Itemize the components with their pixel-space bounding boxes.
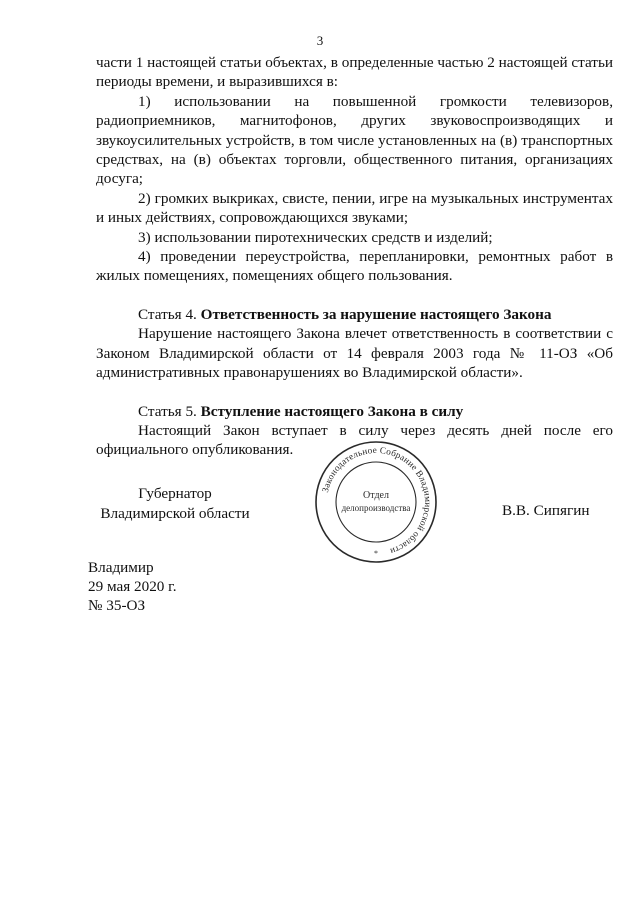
page-number: 3: [316, 33, 324, 48]
governor-title-line1: Губернатор: [138, 485, 212, 502]
stamp-star-icon: *: [374, 549, 378, 558]
article-5-text: Настоящий Закон вступает в силу через десять дней после его официального опубликования.: [96, 421, 613, 459]
paragraph-intro: части 1 настоящей статьи объектах, в определенные частью 2 настоящей статьи периоды времени, и выразившихся в:: [96, 54, 613, 91]
footer-date: 29 мая 2020 г.: [88, 578, 177, 595]
article-4-text: Нарушение настоящего Закона влечет ответственность в соответствии с Законом Владимирской области от 14 февраля 2003 года № 11-ОЗ «Об административных правонарушениях во Владимирской области».: [96, 325, 613, 382]
document-body: [96, 53, 613, 460]
stamp-outer-ring: [316, 442, 436, 562]
article-4-prefix: Статья 4.: [138, 305, 201, 323]
stamp-ring-text: Законодательное Собрание Владимирской области: [320, 444, 434, 557]
footer-law-number: № 35-ОЗ: [88, 597, 146, 614]
list-item-3: 3) использовании пиротехнических средств и изделий;: [138, 228, 493, 246]
list-item-1: 1) использовании на повышенной громкости телевизоров, радиоприемников, магнитофонов, других звуковоспроизводящих и звукоусилительных устройств, в том числе установленных на (в) транспортных средствах, на (в) объектах торговли, общественного питания, организациях досуга;: [96, 92, 613, 188]
article-4-heading: [96, 305, 613, 324]
article-5-title: Вступление настоящего Закона в силу: [200, 402, 464, 420]
stamp-inner-ring: [336, 462, 416, 542]
article-4-title: Ответственность за нарушение настоящего Закона: [200, 305, 552, 323]
list-item-4: 4) проведении переустройства, перепланировки, ремонтных работ в жилых помещениях, помещениях общего пользования.: [96, 248, 613, 285]
footer-city: Владимир: [88, 559, 154, 576]
stamp-center-line1: Отдел: [363, 490, 389, 501]
article-5-heading: [96, 402, 613, 421]
article-5-prefix: Статья 5.: [138, 402, 201, 420]
list-item-2: 2) громких выкриках, свисте, пении, игре на музыкальных инструментах и иных действиях, сопровождающихся звуками;: [96, 189, 613, 227]
governor-name: В.В. Сипягин: [502, 502, 590, 519]
governor-title-line2: Владимирской области: [100, 505, 250, 522]
governor-title: [90, 484, 260, 524]
signature-block: [0, 436, 640, 566]
document-footer: [88, 558, 177, 615]
stamp-center-line2: делопроизводства: [341, 503, 411, 513]
official-stamp: [314, 440, 438, 564]
